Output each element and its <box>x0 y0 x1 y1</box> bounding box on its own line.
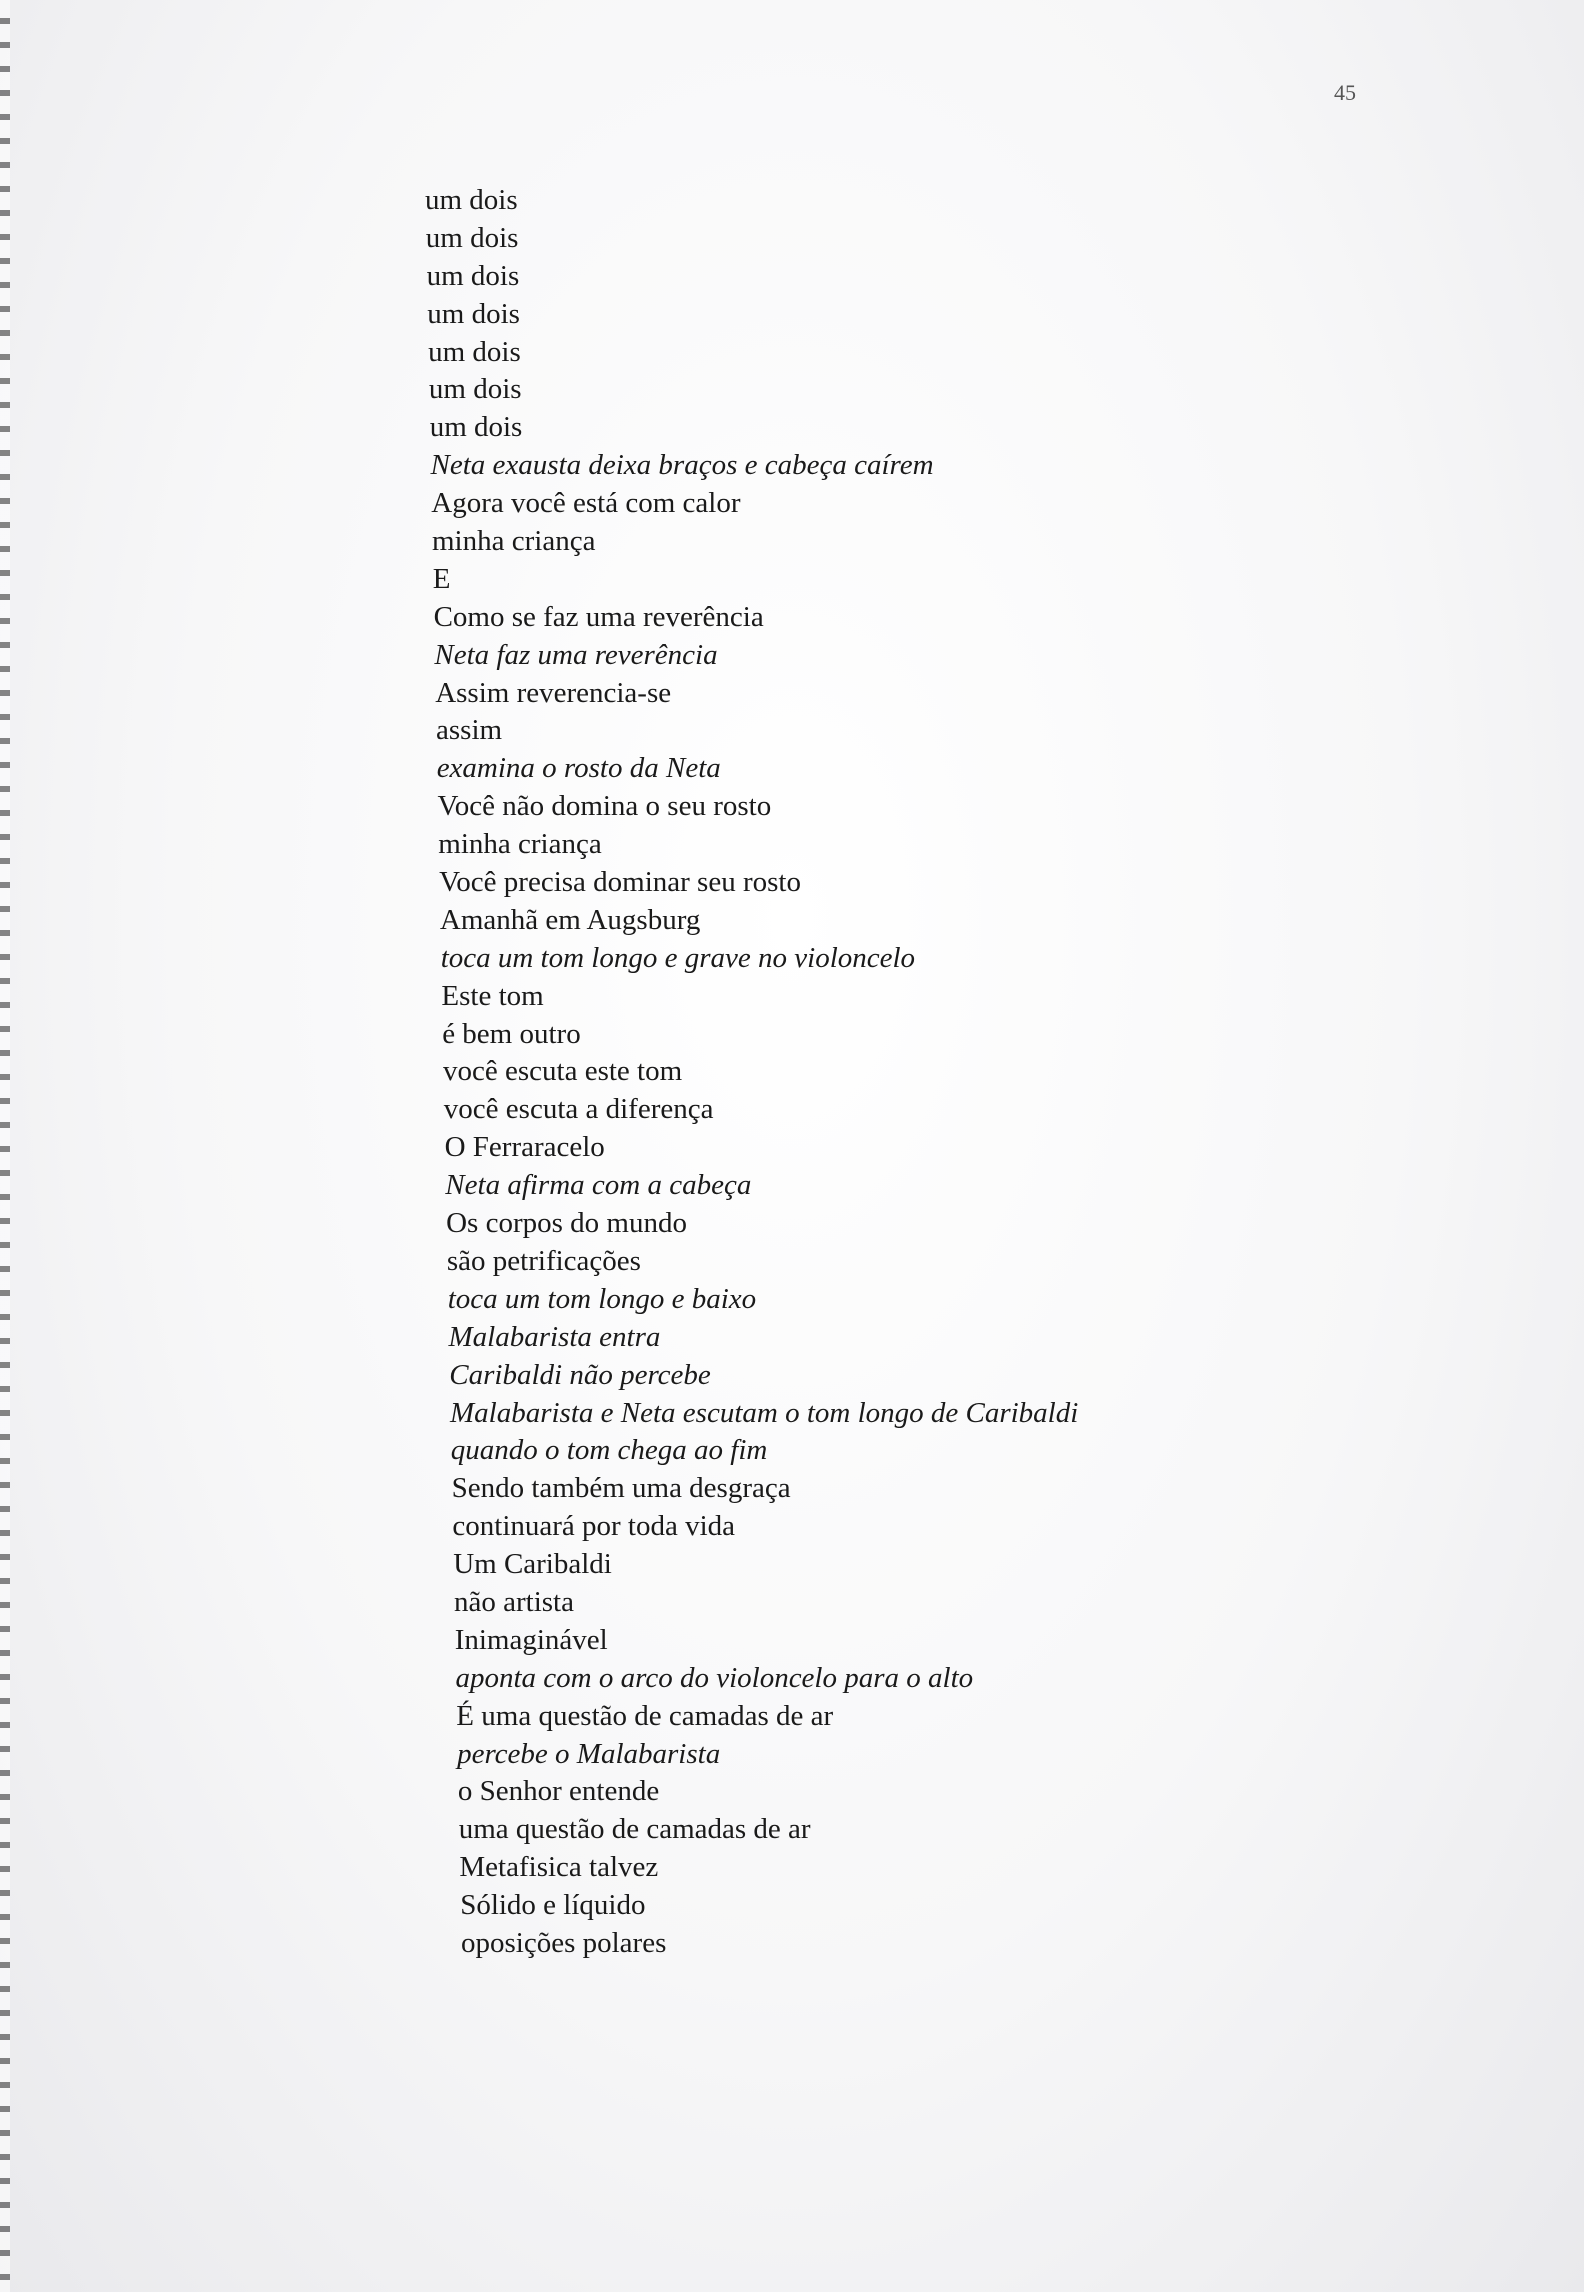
dialogue-line: oposições polares <box>461 1926 667 1959</box>
dialogue-line: Metafisica talvez <box>459 1851 659 1884</box>
dialogue-line: Inimaginável <box>454 1623 608 1656</box>
dialogue-line: é bem outro <box>442 1017 581 1050</box>
dialogue-line: não artista <box>454 1585 574 1618</box>
dialogue-line: Você precisa dominar seu rosto <box>439 866 801 899</box>
dialogue-line: continuará por toda vida <box>452 1510 736 1543</box>
dialogue-line: minha criança <box>438 828 602 861</box>
script-text-block <box>0 182 1584 1963</box>
dialogue-line: Sendo também uma desgraça <box>451 1472 791 1505</box>
dialogue-line: Como se faz uma reverência <box>433 600 764 633</box>
dialogue-line: O Ferraracelo <box>444 1131 605 1164</box>
dialogue-line: assim <box>436 714 503 747</box>
stage-direction: toca um tom longo e baixo <box>447 1282 757 1315</box>
dialogue-line: Um Caribaldi <box>453 1548 612 1581</box>
dialogue-line: um dois <box>429 411 523 444</box>
dialogue-line: Este tom <box>441 979 544 1012</box>
dialogue-line: um dois <box>427 297 520 330</box>
dialogue-line: são petrificações <box>446 1244 641 1277</box>
page-number: 45 <box>1334 80 1356 105</box>
dialogue-line: E <box>432 562 451 595</box>
dialogue-line: Você não domina o seu rosto <box>437 790 772 823</box>
dialogue-line: um dois <box>426 259 520 292</box>
dialogue-line: Sólido e líquido <box>460 1889 646 1922</box>
dialogue-line: um dois <box>428 335 521 368</box>
dialogue-line: uma questão de camadas de ar <box>458 1813 811 1846</box>
stage-direction: Malabarista e Neta escutam o tom longo de Caribaldi <box>450 1396 1079 1429</box>
stage-direction: Malabarista entra <box>448 1320 661 1353</box>
dialogue-line: o Senhor entende <box>457 1775 660 1808</box>
stage-direction: Neta faz uma reverência <box>434 638 718 671</box>
stage-direction: quando o tom chega ao fim <box>450 1434 768 1467</box>
dialogue-line: Assim reverencia-se <box>435 676 672 709</box>
stage-direction: toca um tom longo e grave no violoncelo <box>440 941 916 974</box>
dialogue-line: Agora você está com calor <box>431 487 741 520</box>
stage-direction: Neta afirma com a cabeça <box>445 1169 752 1202</box>
dialogue-line: É uma questão de camadas de ar <box>456 1699 834 1732</box>
dialogue-line: você escuta este tom <box>443 1055 683 1088</box>
stage-direction: Neta exausta deixa braços e cabeça caírem <box>430 449 934 482</box>
dialogue-line: um dois <box>428 373 522 406</box>
stage-direction: examina o rosto da Neta <box>436 752 721 785</box>
dialogue-line: você escuta a diferença <box>443 1093 714 1126</box>
stage-direction: aponta com o arco do violoncelo para o alto <box>455 1661 974 1694</box>
dialogue-line: minha criança <box>432 525 596 558</box>
dialogue-line: um dois <box>425 221 519 254</box>
stage-direction: Caribaldi não percebe <box>449 1358 711 1391</box>
stage-direction: percebe o Malabarista <box>457 1737 721 1770</box>
dialogue-line: um dois <box>425 184 518 216</box>
dialogue-line: Amanhã em Augsburg <box>439 903 701 936</box>
dialogue-line: Os corpos do mundo <box>446 1207 687 1240</box>
